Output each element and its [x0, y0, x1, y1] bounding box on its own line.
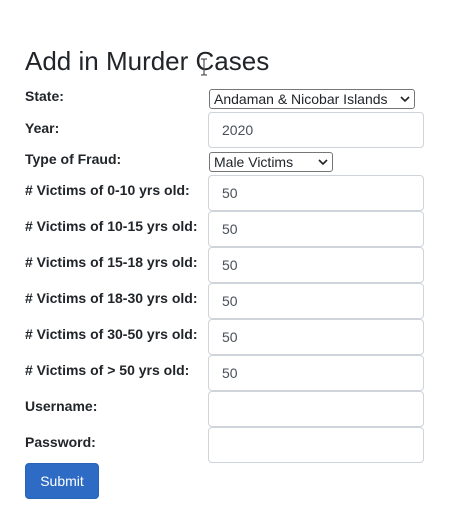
fraud-type-label: Type of Fraud: [25, 151, 122, 167]
victims-label: # Victims of > 50 yrs old: [25, 362, 190, 378]
victims-row [25, 283, 425, 319]
username-input[interactable] [208, 391, 424, 427]
password-row [25, 427, 425, 463]
state-select[interactable] [209, 89, 415, 109]
fraud-type-row [25, 150, 425, 172]
victims-row [25, 247, 425, 283]
state-select-value: Andaman & Nicobar Islands [214, 91, 388, 107]
fraud-type-select-value: Male Victims [214, 154, 294, 170]
year-input[interactable]: 2020 [208, 112, 424, 148]
fraud-type-select[interactable] [209, 152, 333, 172]
victims-row [25, 319, 425, 355]
victims-over-50-input[interactable]: 50 [208, 355, 424, 391]
text-cursor-icon [199, 58, 209, 76]
submit-button[interactable]: Submit [25, 463, 99, 499]
victims-10-15-input[interactable]: 50 [208, 211, 424, 247]
username-row [25, 391, 425, 427]
victims-label: # Victims of 30-50 yrs old: [25, 326, 198, 342]
victims-label: # Victims of 10-15 yrs old: [25, 218, 198, 234]
chevron-down-icon [400, 95, 410, 103]
victims-row [25, 355, 425, 391]
victims-18-30-input[interactable]: 50 [208, 283, 424, 319]
password-label: Password: [25, 434, 96, 450]
victims-15-18-input[interactable]: 50 [208, 247, 424, 283]
username-label: Username: [25, 398, 98, 414]
victims-row [25, 211, 425, 247]
state-label: State: [25, 88, 64, 104]
chevron-down-icon [318, 158, 328, 166]
password-input[interactable] [208, 427, 424, 463]
victims-label: # Victims of 15-18 yrs old: [25, 254, 198, 270]
year-row [25, 111, 425, 149]
victims-0-10-input[interactable]: 50 [208, 175, 424, 211]
victims-label: # Victims of 0-10 yrs old: [25, 182, 190, 198]
victims-row [25, 175, 425, 211]
victims-label: # Victims of 18-30 yrs old: [25, 290, 198, 306]
page-title: Add in Murder Cases [25, 46, 270, 76]
victims-30-50-input[interactable]: 50 [208, 319, 424, 355]
state-row [25, 88, 425, 110]
year-label: Year: [25, 120, 60, 136]
